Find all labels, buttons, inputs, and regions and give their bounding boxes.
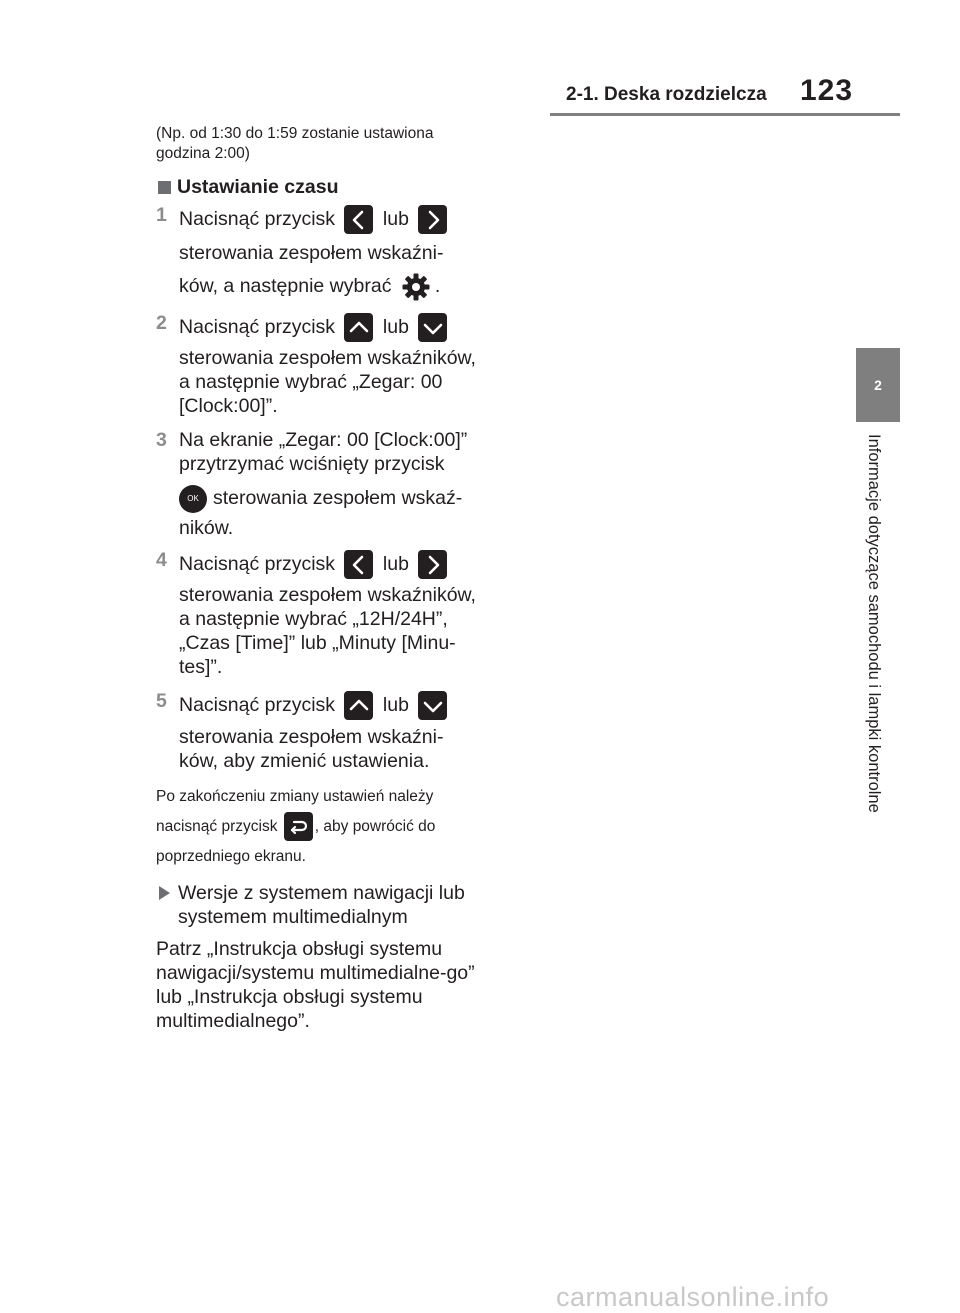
step-number: 5 xyxy=(156,690,167,712)
chevron-down-icon xyxy=(418,691,447,720)
step-text: sterowania zespołem wskaźników, a następnie wybrać „12H/24H”, „Czas [Time]” lub „Minuty [Minu-tes]”. xyxy=(179,584,476,678)
step-text: ników. xyxy=(179,517,234,539)
step-text: sterowania zespołem wskaź- xyxy=(213,487,463,509)
square-bullet-icon xyxy=(158,181,171,194)
intro-note: (Np. od 1:30 do 1:59 zostanie ustawiona godzina 2:00) xyxy=(156,125,434,162)
triangle-bullet-icon xyxy=(159,886,170,900)
nav-variant-text: Wersje z systemem nawigacji lub systemem multimedialnym xyxy=(178,882,465,928)
chevron-down-icon xyxy=(418,313,447,342)
header-rule xyxy=(550,113,900,116)
chevron-left-icon xyxy=(344,550,373,579)
step-4 xyxy=(156,548,496,679)
chevron-up-icon xyxy=(344,313,373,342)
gear-icon xyxy=(401,272,431,302)
step-text: sterowania zespołem wskaźni-ków, aby zmienić ustawienia. xyxy=(179,726,444,772)
back-icon xyxy=(284,812,313,841)
step-text: Na ekranie „Zegar: 00 [Clock:00]” przytrzymać wciśnięty przycisk xyxy=(179,429,468,475)
step-text: . xyxy=(434,275,441,297)
step-number: 2 xyxy=(156,312,167,334)
final-paragraph: Patrz „Instrukcja obsługi systemu nawigacji/systemu multimedialne-go” lub „Instrukcja obsługi systemu multimedialnego”. xyxy=(156,938,475,1032)
chapter-number: 2 xyxy=(874,377,882,393)
chapter-label: Informacje dotyczące samochodu i lampki kontrolne xyxy=(865,434,883,813)
step-2 xyxy=(156,311,496,418)
step-text: lub xyxy=(382,316,409,338)
watermark: carmanualsonline.info xyxy=(556,1282,830,1312)
step-text: lub xyxy=(382,553,409,575)
step-5 xyxy=(156,689,496,773)
section-heading-text: Ustawianie czasu xyxy=(177,176,339,198)
after-note xyxy=(156,783,496,871)
step-text: lub xyxy=(382,694,409,716)
chevron-up-icon xyxy=(344,691,373,720)
chapter-tab xyxy=(856,348,900,422)
nav-variant-item xyxy=(156,881,498,929)
step-number: 3 xyxy=(156,429,167,451)
step-number: 4 xyxy=(156,549,167,571)
step-text: sterowania zespołem wskaźników, a następnie wybrać „Zegar: 00 [Clock:00]”. xyxy=(179,347,476,417)
note-text: , aby powrócić do xyxy=(314,818,436,835)
note-text: Po zakończeniu zmiany ustawień należy xyxy=(156,788,434,805)
chevron-left-icon xyxy=(344,205,373,234)
step-text: lub xyxy=(382,208,409,230)
step-number: 1 xyxy=(156,204,167,226)
section-heading xyxy=(158,175,496,199)
step-3 xyxy=(156,428,496,540)
step-text: Nacisnąć przycisk xyxy=(179,694,336,716)
step-text: Nacisnąć przycisk xyxy=(179,208,336,230)
step-text: Nacisnąć przycisk xyxy=(179,553,336,575)
step-text: Nacisnąć przycisk xyxy=(179,316,336,338)
chevron-right-icon xyxy=(418,550,447,579)
note-text: nacisnąć przycisk xyxy=(156,818,278,835)
page-number: 123 xyxy=(800,74,854,107)
section-title: 2-1. Deska rozdzielcza xyxy=(566,84,767,105)
ok-button-icon: OK xyxy=(179,485,207,513)
step-1 xyxy=(156,203,496,303)
step-text: ków, a następnie wybrać xyxy=(179,275,392,297)
chevron-right-icon xyxy=(418,205,447,234)
page-content xyxy=(156,124,496,1033)
note-text: poprzedniego ekranu. xyxy=(156,848,306,865)
step-text: sterowania zespołem wskaźni- xyxy=(179,242,444,264)
